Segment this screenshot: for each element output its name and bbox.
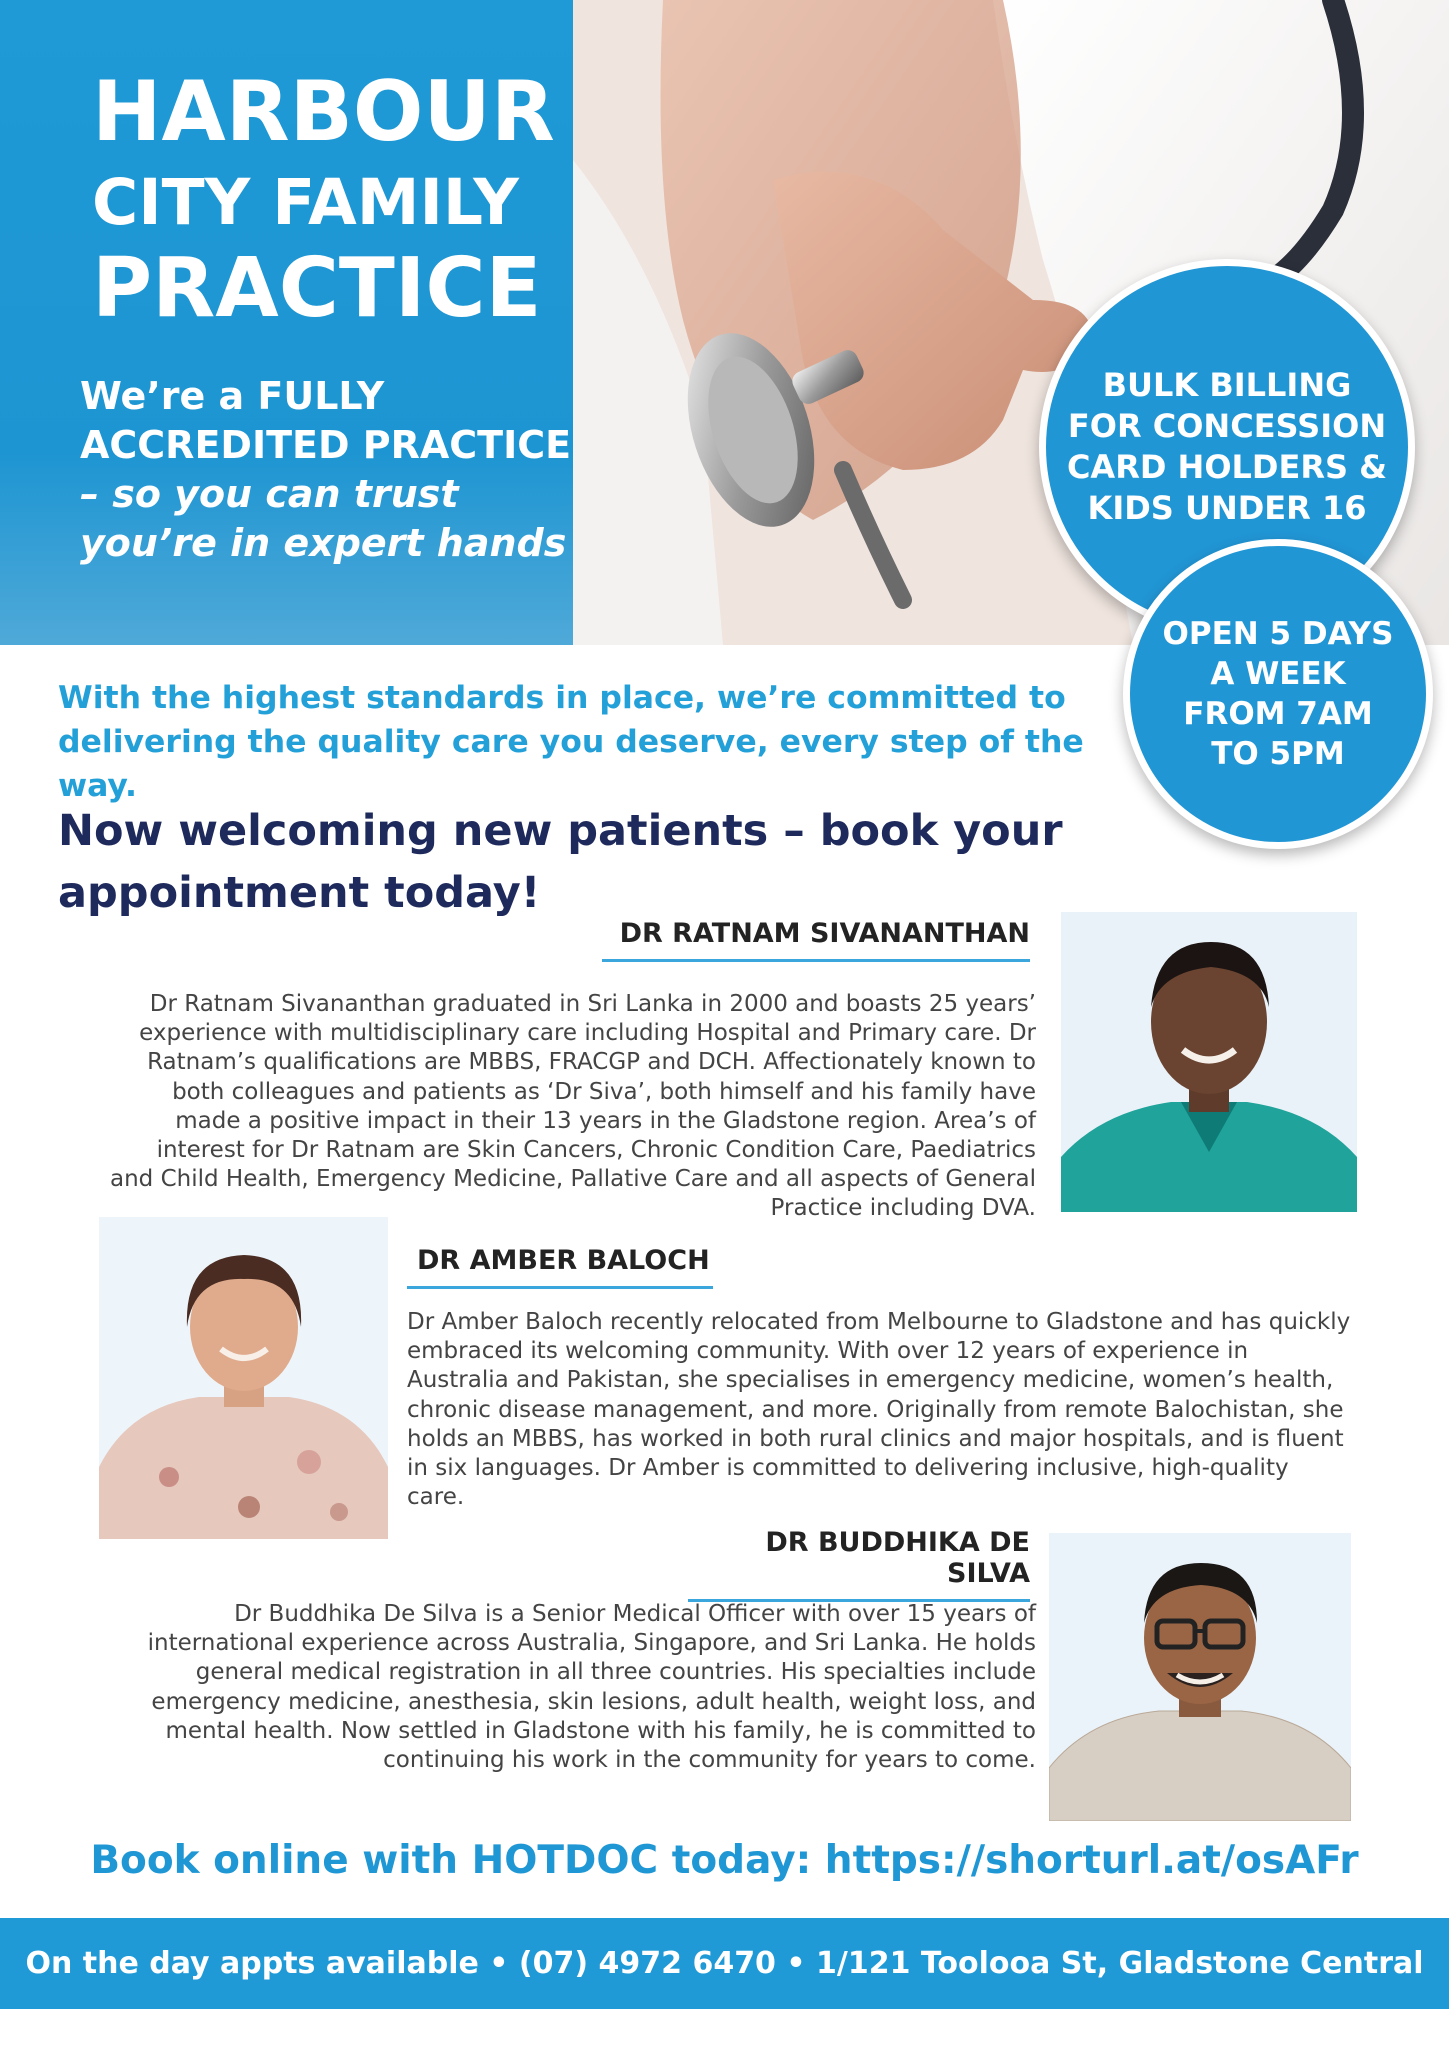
accreditation-tagline	[80, 372, 580, 568]
tagline-line2: ACCREDITED PRACTICE	[80, 423, 572, 467]
book-online-link[interactable]: Book online with HOTDOC today: https://shorturl.at/osAFr	[90, 1838, 1359, 1883]
doctor-photo-buddhika	[1049, 1533, 1351, 1821]
opening-hours-badge	[1123, 539, 1433, 849]
commitment-statement: With the highest standards in place, we’re committed to delivering the quality care you deserve, every step of the way.	[58, 680, 1084, 804]
portrait-illustration	[99, 1217, 388, 1539]
contact-footer-bar	[0, 1918, 1449, 2009]
practice-name	[92, 63, 555, 336]
header-panel	[0, 0, 573, 645]
doctor-photo-ratnam	[1061, 912, 1357, 1212]
portrait-illustration	[1061, 912, 1357, 1212]
bulk-billing-text: BULK BILLING FOR CONCESSION CARD HOLDERS & KIDS UNDER 16	[1066, 366, 1388, 527]
tagline-line1: We’re a FULLY	[80, 374, 385, 418]
doctor-name-ratnam: DR RATNAM SIVANANTHAN	[602, 918, 1030, 962]
doctor-photo-amber	[99, 1217, 388, 1539]
welcome-heading: Now welcoming new patients – book your appointment today!	[58, 806, 1063, 918]
contact-details: On the day appts available • (07) 4972 6470 • 1/121 Toolooa St, Gladstone Central	[25, 1946, 1424, 1981]
tagline-line4: you’re in expert hands	[80, 521, 567, 565]
doctor-bio-ratnam: Dr Ratnam Sivananthan graduated in Sri Lanka in 2000 and boasts 25 years’ experience with multidisciplinary care including Hospital and Primary care. Dr Ratnam’s qualifications are MBBS, FRACGP and DCH. Affectionately known to both colleagues and patients as ‘Dr Siva’, both himself and his family have made a positive impact in their 13 years in the Gladstone region. Area’s of interest for Dr Ratnam are Skin Cancers, Chronic Condition Care, Paediatrics and Child Health, Emergency Medicine, Pallative Care and all aspects of General Practice including DVA.	[110, 991, 1036, 1222]
doctor-name-amber: DR AMBER BALOCH	[407, 1245, 713, 1289]
opening-hours-text: OPEN 5 DAYS A WEEK FROM 7AM TO 5PM	[1162, 616, 1394, 772]
practice-name-line2: CITY FAMILY	[92, 166, 519, 239]
tagline-line3: – so you can trust	[80, 472, 459, 516]
doctor-bio-amber: Dr Amber Baloch recently relocated from Melbourne to Gladstone and has quickly embraced its welcoming community. With over 12 years of experience in Australia and Pakistan, she specialises in emergency medicine, women’s health, chronic disease management, and more. Originally from remote Balochistan, she holds an MBBS, has worked in both rural clinics and major hospitals, and is fluent in six languages. Dr Amber is committed to delivering inclusive, high-quality care.	[407, 1309, 1351, 1511]
practice-name-line1: HARBOUR	[92, 63, 555, 160]
doctor-bio-buddhika: Dr Buddhika De Silva is a Senior Medical Officer with over 15 years of international experience across Australia, Singapore, and Sri Lanka. He holds general medical registration in all three countries. His specialties include emergency medicine, anesthesia, skin lesions, adult health, weight loss, and mental health. Now settled in Gladstone with his family, he is committed to continuing his work in the community for years to come.	[147, 1601, 1036, 1774]
doctor-name-buddhika: DR BUDDHIKA DE SILVA	[688, 1527, 1030, 1602]
practice-name-line3: PRACTICE	[92, 241, 542, 336]
portrait-illustration	[1049, 1533, 1351, 1821]
